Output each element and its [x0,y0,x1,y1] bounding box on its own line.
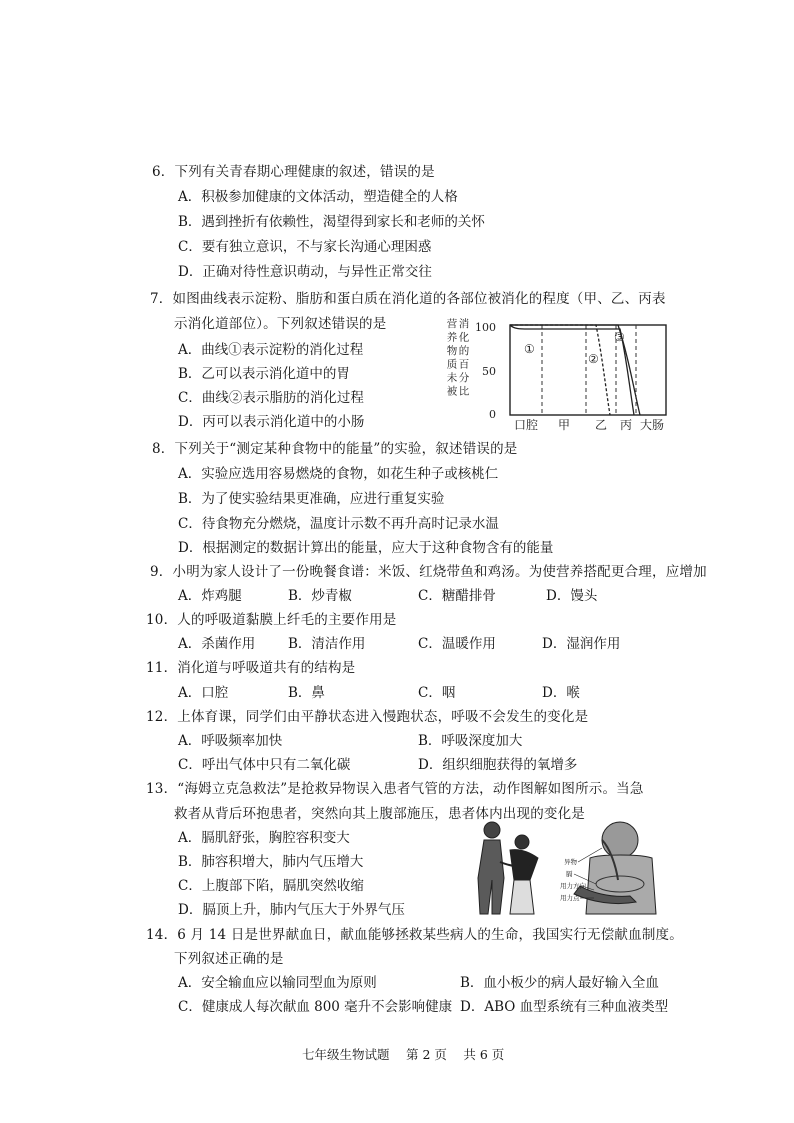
curve-label-2: ② [588,352,599,366]
question-9-option-b: B．炒青椒 [288,588,352,604]
question-8-stem: 8．下列关于“测定某种食物中的能量”的实验，叙述错误的是 [152,441,518,457]
question-7-option-c: C．曲线②表示脂肪的消化过程 [178,390,364,406]
label-foreign-object: 异物 [564,858,577,866]
heimlich-illustration [470,818,670,916]
question-6-option-a: A．积极参加健康的文体活动，塑造健全的人格 [178,189,458,205]
question-13-stem-line1: 13．“海姆立克急救法”是抢救异物误入患者气管的方法，动作图解如图所示。当急 [146,781,644,797]
question-10-option-b: B．清洁作用 [288,636,366,652]
question-14-stem-line1: 14．6 月 14 日是世界献血日，献血能够拯救某些病人的生命，我国实行无偿献血制度。 [146,927,683,943]
question-10-option-a: A．杀菌作用 [178,636,256,652]
question-7-option-b: B．乙可以表示消化道中的胃 [178,366,350,382]
question-10-option-d: D．湿润作用 [542,636,621,652]
x-label-bing: 丙 [619,418,633,432]
question-10-stem: 10．人的呼吸道黏膜上纤毛的主要作用是 [146,612,397,628]
question-13-stem-line2: 救者从背后环抱患者，突然向其上腹部施压，患者体内出现的变化是 [174,806,585,822]
question-8-option-a: A．实验应选用容易燃烧的食物，如花生种子或核桃仁 [178,466,499,482]
question-9-option-c: C．糖醋排骨 [418,588,496,604]
question-9-option-d: D．馒头 [546,588,598,604]
question-8-option-c: C．待食物充分燃烧，温度计示数不再升高时记录水温 [178,516,499,532]
question-13-option-d: D．膈顶上升，肺内气压大于外界气压 [178,902,405,918]
question-12-option-c: C．呼出气体中只有二氧化碳 [178,757,351,773]
question-9-option-a: A．炸鸡腿 [178,588,242,604]
question-12-stem: 12．上体育课，同学们由平静状态进入慢跑状态，呼吸不会发生的变化是 [146,709,589,725]
question-9-stem: 9．小明为家人设计了一份晚餐食谱：米饭、红烧带鱼和鸡汤。为使营养搭配更合理，应增加 [150,564,707,580]
digestion-chart [440,315,675,435]
question-7-option-d: D．丙可以表示消化道中的小肠 [178,414,365,430]
page-footer: 七年级生物试题 第 2 页 共 6 页 [302,1047,505,1062]
y-tick-50: 50 [482,365,496,378]
y-label-col1: 营养物质未被 [446,318,458,398]
question-14-option-d: D．ABO 血型系统有三种血液类型 [460,999,669,1015]
y-label-col2: 消化的百分比 [458,318,470,398]
label-force-direction: 用力方向 [560,882,586,890]
question-6-option-c: C．要有独立意识，不与家长沟通心理困惑 [178,239,432,255]
anatomy-figure [574,822,656,914]
question-7-stem-line2: 示消化道部位）。下列叙述错误的是 [174,316,387,332]
y-axis-label [447,317,470,398]
x-label-yi: 乙 [594,418,608,432]
question-11-option-c: C．咽 [418,685,456,701]
curve-label-3: ③ [614,330,625,344]
question-8-option-d: D．根据测定的数据计算出的能量，应大于这种食物含有的能量 [178,540,554,556]
y-tick-0: 0 [489,408,496,421]
question-6-stem: 6．下列有关青春期心理健康的叙述，错误的是 [152,164,435,180]
label-force-point: 用力点 [560,894,580,902]
question-7-option-a: A．曲线①表示淀粉的消化过程 [178,342,364,358]
y-tick-100: 100 [475,321,496,334]
question-11-option-a: A．口腔 [178,685,229,701]
question-13-option-a: A．膈肌舒张，胸腔容积变大 [178,830,350,846]
question-14-option-b: B．血小板少的病人最好输入全血 [460,975,659,991]
question-13-option-c: C．上腹部下陷，膈肌突然收缩 [178,878,364,894]
curve-label-1: ① [524,342,535,356]
question-8-option-b: B．为了使实验结果更准确，应进行重复实验 [178,491,445,507]
question-7-stem-line1: 7．如图曲线表示淀粉、脂肪和蛋白质在消化道的各部位被消化的程度（甲、乙、丙表 [150,291,666,307]
question-12-option-b: B．呼吸深度加大 [418,733,523,749]
x-label-jia: 甲 [557,418,571,432]
question-10-option-c: C．温暖作用 [418,636,496,652]
question-11-option-b: B．鼻 [288,685,325,701]
question-12-option-d: D．组织细胞获得的氧增多 [418,757,578,773]
question-14-stem-line2: 下列叙述正确的是 [174,951,284,967]
x-label-mouth: 口腔 [513,418,539,432]
question-12-option-a: A．呼吸频率加快 [178,733,283,749]
x-label-large-intestine: 大肠 [639,418,665,432]
plot-frame [510,325,666,415]
rescuer-figure [478,822,504,914]
curve-2 [510,325,610,415]
question-11-stem: 11．消化道与呼吸道共有的结构是 [146,660,356,676]
question-14-option-a: A．安全输血应以输同型血为原则 [178,975,377,991]
question-14-option-c: C．健康成人每次献血 800 毫升不会影响健康 [178,999,453,1015]
question-6-option-d: D．正确对待性意识萌动，与异性正常交往 [178,264,432,280]
label-diaphragm: 膈 [566,870,573,878]
question-13-option-b: B．肺容积增大，肺内气压增大 [178,854,364,870]
patient-figure [500,835,538,914]
question-6-option-b: B．遇到挫折有依赖性，渴望得到家长和老师的关怀 [178,214,485,230]
question-11-option-d: D．喉 [542,685,580,701]
